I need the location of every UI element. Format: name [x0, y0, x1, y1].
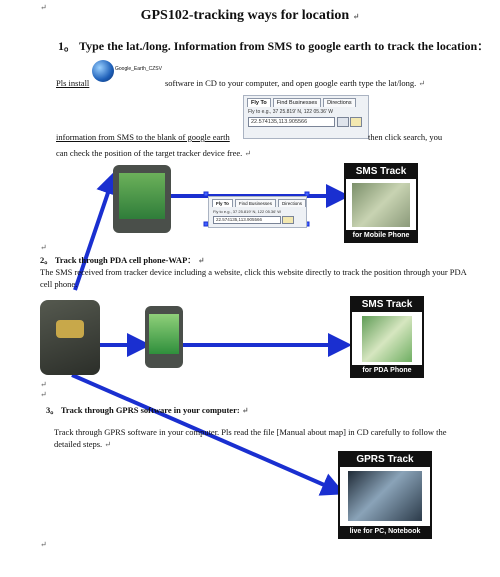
pda-map-thumbnail: [362, 316, 412, 362]
map-thumbnail: [352, 183, 410, 227]
install-label: Pls install: [56, 78, 90, 88]
gprs-track-card: GPRS Track live for PC, Notebook: [338, 451, 432, 539]
flyto-input[interactable]: 22.574135,113.905566: [248, 117, 335, 127]
paragraph-mark: ↵: [40, 540, 47, 549]
paragraph-mark: ↵: [40, 243, 47, 252]
sms-track-pda-card: SMS Track for PDA Phone: [350, 296, 424, 378]
flyto-prompt-small: Fly to e.g., 37 25.819' N, 122 05.36' W: [213, 209, 282, 214]
search-small-icon[interactable]: [282, 216, 294, 224]
laptop-thumbnail: [348, 471, 422, 521]
flyto-input-small[interactable]: 22.574135,113.905566: [213, 216, 281, 224]
tab-directions[interactable]: Directions: [323, 98, 355, 107]
paragraph-mark: ↵: [40, 390, 47, 399]
tab-directions-small[interactable]: Directions: [278, 199, 306, 207]
logo-caption: Google_Earth_CZSV: [115, 66, 162, 72]
pda-phone-image: [145, 306, 183, 368]
tab-fly-to-small[interactable]: Fly To: [212, 199, 233, 207]
flyto-prompt: Fly to e.g., 37 25.819' N, 122 05.36' W: [248, 109, 334, 115]
tab-find-businesses-small[interactable]: Find Businesses: [235, 199, 276, 207]
sms-track-mobile-card: SMS Track for Mobile Phone: [344, 163, 418, 243]
mobile-phone-image: [113, 165, 171, 233]
section3-text: Track through GPRS software in your computer. Pls read the file [Manual about map] in CD carefully to follow the detailed steps. ↵: [54, 427, 447, 449]
search-line: then click search, you: [368, 132, 443, 142]
section3-heading: 3。 Track through GPRS software in your computer: ↵: [46, 405, 249, 415]
paragraph-mark: ↵: [40, 380, 47, 389]
tab-find-businesses[interactable]: Find Businesses: [273, 98, 321, 107]
gps-tracker-device-image: [40, 300, 100, 375]
info-line: information from SMS to the blank of google earth: [56, 132, 230, 142]
paragraph-mark: ↵: [40, 3, 47, 12]
page-title: GPS102-tracking ways for location ↵: [140, 8, 360, 23]
tab-fly-to[interactable]: Fly To: [247, 98, 271, 107]
position-line: can check the position of the target tracker device free. ↵: [56, 148, 252, 158]
section1-heading: 1。 Type the lat./long. Information from SMS to google earth to track the location：: [58, 39, 490, 53]
section2-text: The SMS received from tracker device including a website, click this website directly to track the position through your PDA cell phone.: [40, 267, 467, 289]
install-text: software in CD to your computer, and open google earth type the lat/long. ↵: [165, 78, 426, 88]
flyto-panel-small: [208, 196, 307, 228]
section2-heading: 2。 Track through PDA cell phone-WAP： ↵: [40, 255, 205, 265]
